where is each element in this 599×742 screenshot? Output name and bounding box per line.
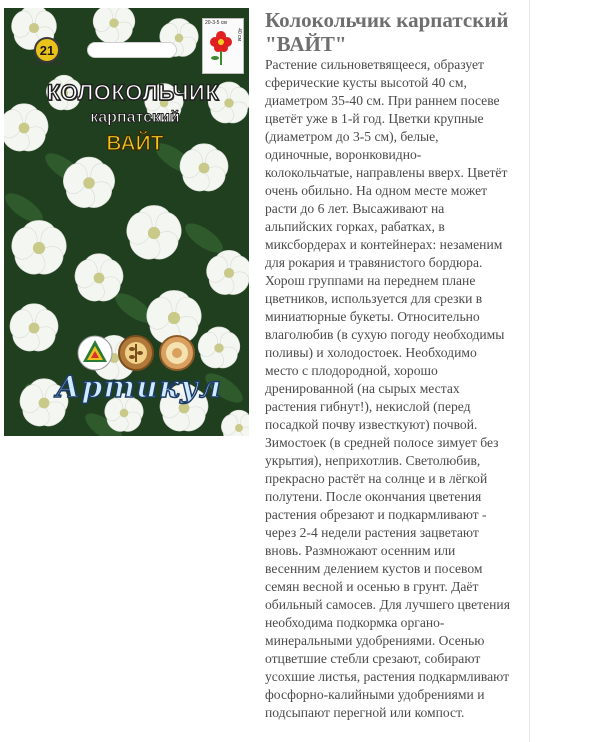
grain-badge-icon (119, 336, 153, 370)
description-line: растения гибнут!), некислой (перед (265, 399, 471, 414)
pack-number-badge: 21 (34, 37, 60, 63)
description-line: поливы) и холодостоек. Необходимо (265, 345, 477, 360)
triangle-logo-icon (78, 336, 112, 370)
description-body (265, 56, 523, 722)
description-line: миксбордерах и контейнерах: незаменим (265, 237, 503, 252)
badges-row (76, 334, 196, 372)
description-line: минеральными удобрениями. Осенью (265, 633, 485, 648)
hang-slot (87, 42, 177, 58)
description-line: фосфорно-калийными удобрениями и (265, 687, 485, 702)
description-line: цветёт уже в 1-й год. Цветки крупные (265, 111, 484, 126)
brand-logo: Артикул (55, 370, 223, 405)
description-line: цветников, используется для срезки в (265, 291, 483, 306)
description-line: одиночные, воронковидно- (265, 147, 422, 162)
description-line: усохшие листья, растения подкармливают (265, 669, 510, 684)
description-line: альпийских горках, рабатках, в (265, 219, 445, 234)
packet-title: КОЛОКОЛЬЧИК (46, 80, 220, 105)
description-line: через 2-4 недели растения зацветают (265, 525, 479, 540)
description-line: весенним делением кустов и посевом (265, 561, 483, 576)
info-card (202, 18, 244, 74)
description-line: семян весной и осенью в грунт. Даёт (265, 579, 479, 594)
description-line: сферические кусты высотой 40 см, (265, 75, 467, 90)
description-line: отцветшие стебли срезают, собирают (265, 651, 481, 666)
description-line: место с плодородной, хорошо (265, 363, 438, 378)
description-line: Зимостоек (в средней полосе зимует без (265, 435, 499, 450)
description-line: Хорош группами на переднем плане (265, 273, 476, 288)
red-flower-icon (209, 30, 233, 66)
pack-number-caption: ИНФОРМАЦИЯ (29, 61, 66, 67)
description-line: диаметром 35-40 см. При раннем посеве (265, 93, 500, 108)
description-title: Колокольчик карпатский "ВАЙТ" (265, 8, 509, 56)
info-side-label: 40 см (236, 28, 242, 41)
seed-packet-image (4, 8, 249, 436)
description-line: влаголюбив (в сухую погоду необходимы (265, 327, 505, 342)
description-line: колокольчатые, направлены вверх. Цветёт (265, 165, 508, 180)
description-line: полутени. После окончания цветения (265, 489, 482, 504)
description-line: расти до 6 лет. Высаживают на (265, 201, 445, 216)
description-line: прекрасно растёт на солнце и в лёгкой (265, 471, 488, 486)
description-line: (диаметром до 3-5 см), белые, (265, 129, 439, 144)
info-height-label: 20-3-5 см (205, 20, 227, 26)
sun-badge-icon (160, 336, 194, 370)
description-line: посадкой почву известкуют) почвой. (265, 417, 478, 432)
description-line: необходима подкормка органо- (265, 615, 445, 630)
description-line: очень обильно. На одном месте может (265, 183, 488, 198)
packet-variety: ВАЙТ (106, 132, 164, 155)
description-line: Растение сильноветвящееся, образует (265, 57, 484, 72)
description-line: обильный самосев. Для лучшего цветения (265, 597, 510, 612)
description-line: растения обрезают и подкармливают - (265, 507, 487, 522)
description-line: вновь. Размножают осенним или (265, 543, 456, 558)
description-line: укрытия), неприхотлив. Светолюбив, (265, 453, 481, 468)
description-line: для рокария и травянистого бордюра. (265, 255, 483, 270)
description-line: дренированной (на сырых местах (265, 381, 460, 396)
description-line: миниатюрные букеты. Относительно (265, 309, 480, 324)
packet-subtitle: карпатский (90, 109, 180, 126)
description-line: подсыпают перегной или компост. (265, 705, 465, 720)
